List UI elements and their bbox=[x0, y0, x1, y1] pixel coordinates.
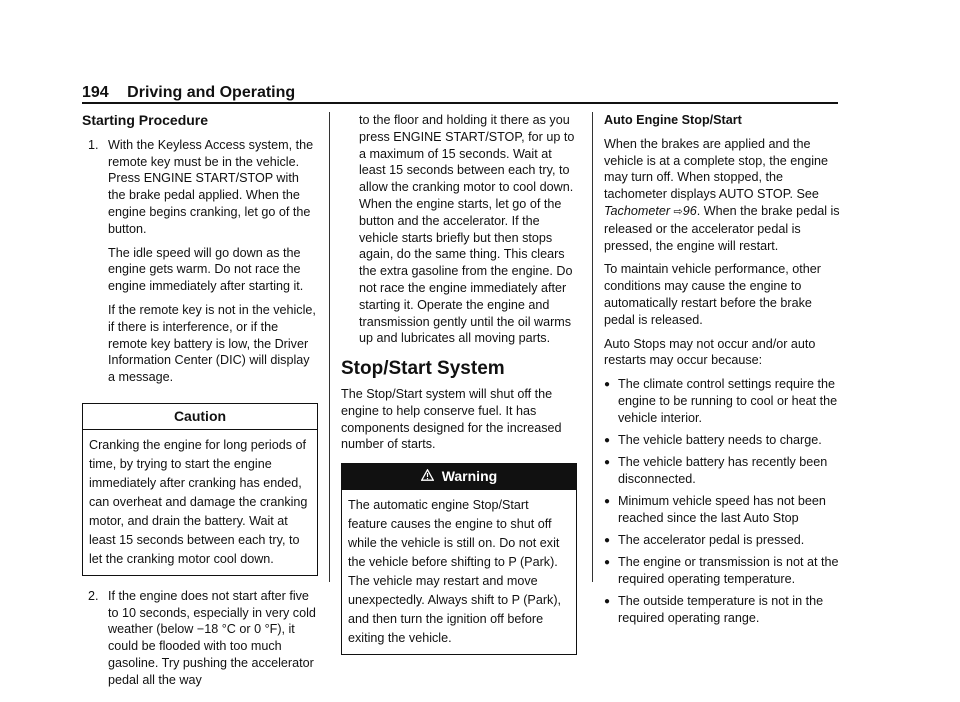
header-rule bbox=[82, 102, 838, 104]
step-text: The idle speed will go down as the engine gets warm. Do not race the engine immediately after starting it. bbox=[108, 245, 304, 294]
auto-stop-paragraph bbox=[604, 136, 840, 255]
bullet-text: The engine or transmission is not at the required operating temperature. bbox=[618, 555, 839, 587]
warning-text: The automatic engine Stop/Start feature causes the engine to shut off while the vehicle is still on. Do not exit the vehicle before shifting to P (Park). The vehicle may restart and move unexpectedly. Always shift to P (Park), and then turn the ignition off before exiting the vehicle. bbox=[348, 497, 562, 645]
bullet-text: The climate control settings require the engine to be running to cool or heat the vehicle interior. bbox=[618, 377, 838, 425]
bullet-icon: ● bbox=[604, 534, 611, 546]
page-number: 194 bbox=[82, 84, 109, 101]
step-2 bbox=[82, 588, 318, 696]
list-item bbox=[604, 432, 840, 450]
warning-title: Warning bbox=[441, 468, 498, 485]
warning-triangle-icon bbox=[421, 469, 434, 486]
section-title: Driving and Operating bbox=[127, 84, 296, 101]
bullet-icon: ● bbox=[604, 457, 611, 469]
column-3 bbox=[604, 112, 840, 632]
bullet-text: The vehicle battery has recently been disconnected. bbox=[618, 455, 828, 487]
page-ref-arrow-icon: ⇨ bbox=[673, 205, 683, 218]
page-header bbox=[82, 84, 295, 102]
stop-start-heading: Stop/Start System bbox=[341, 358, 505, 380]
column-2 bbox=[341, 112, 577, 667]
paragraph-text: . When the brake pedal is released or the accelerator pedal is pressed, the engine will restart. bbox=[604, 203, 840, 253]
list-item bbox=[604, 454, 840, 488]
warning-box bbox=[341, 463, 577, 655]
caution-title: Caution bbox=[83, 404, 317, 430]
bullet-icon: ● bbox=[604, 557, 611, 569]
auto-stop-start-subheading: Auto Engine Stop/Start bbox=[604, 113, 742, 127]
step-text: If the remote key is not in the vehicle, if there is interference, or if the remote key battery is low, the Driver Information Center (DIC) will display a message. bbox=[108, 302, 316, 385]
step-text: If the engine does not start after five to 10 seconds, especially in very cold weather (below −18 °C or 0 °F), it could be flooded with too much gasoline. Try pushing the accelerator pedal all the way bbox=[108, 588, 316, 687]
bullet-text: The accelerator pedal is pressed. bbox=[618, 532, 805, 547]
list-item bbox=[604, 554, 840, 588]
conditions-list bbox=[604, 376, 840, 626]
starting-procedure-heading: Starting Procedure bbox=[82, 112, 209, 128]
caution-text: Cranking the engine for long periods of time, by trying to start the engine immediately after cranking has ended, can overheat and damage the cranking motor, and drain the battery. Wait at least 15 seconds between each try, to let the cranking motor cool down. bbox=[89, 437, 308, 566]
column-divider bbox=[329, 112, 330, 582]
bullet-icon: ● bbox=[604, 495, 611, 507]
bullet-icon: ● bbox=[604, 434, 611, 446]
step-number: 1. bbox=[88, 137, 99, 152]
stop-start-intro: The Stop/Start system will shut off the engine to help conserve fuel. It has components designed for the increased number of starts. bbox=[341, 386, 562, 452]
bullet-text: The vehicle battery needs to charge. bbox=[618, 432, 822, 447]
restart-paragraph: To maintain vehicle performance, other conditions may cause the engine to automatically restart before the brake pedal is released. bbox=[604, 262, 822, 327]
column-divider bbox=[592, 112, 593, 582]
list-item bbox=[604, 493, 840, 527]
page-ref-number[interactable]: 96 bbox=[682, 203, 697, 218]
warning-header bbox=[342, 464, 576, 490]
column-1 bbox=[82, 112, 318, 702]
step-2-continued: to the floor and holding it there as you press ENGINE START/STOP, for up to a maximum of 15 seconds. Wait at least 15 seconds between each try, to allow the cranking motor to cool down. When the engine starts, let go of the button and the accelerator. If the vehicle starts briefly but then stops again, do the same thing. This clears the extra gasoline from the engine. Do not race the engine immediately after starting it. Operate the engine and transmission gently until the oil warms up and lubricates all moving parts. bbox=[359, 113, 575, 346]
step-number: 2. bbox=[88, 588, 99, 603]
paragraph-text: When the brakes are applied and the vehicle is at a complete stop, the engine may turn off. When stopped, the tachometer displays AUTO STOP. See bbox=[604, 136, 829, 202]
conditions-intro: Auto Stops may not occur and/or auto restarts may occur because: bbox=[604, 336, 816, 368]
caution-box bbox=[82, 403, 318, 576]
list-item bbox=[604, 376, 840, 426]
list-item bbox=[604, 593, 840, 627]
bullet-icon: ● bbox=[604, 595, 611, 607]
bullet-icon: ● bbox=[604, 379, 611, 391]
list-item bbox=[604, 532, 840, 550]
bullet-text: Minimum vehicle speed has not been reached since the last Auto Stop bbox=[618, 493, 826, 525]
tachometer-link[interactable]: Tachometer bbox=[604, 203, 671, 218]
step-1 bbox=[82, 137, 318, 393]
step-text: With the Keyless Access system, the remote key must be in the vehicle. Press ENGINE START/STOP with the brake pedal applied. When the engine begins cranking, let go of the button. bbox=[108, 137, 314, 236]
bullet-text: The outside temperature is not in the required operating range. bbox=[618, 593, 824, 625]
